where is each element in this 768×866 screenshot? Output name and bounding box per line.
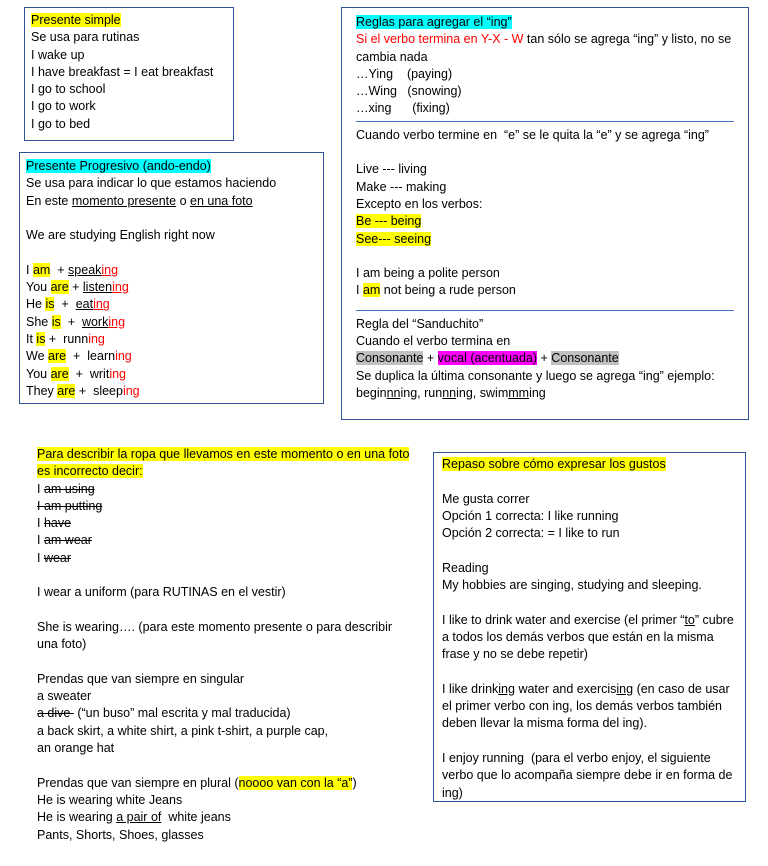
underlined-text: a pair of bbox=[116, 810, 162, 825]
simple-line: I go to school bbox=[31, 82, 106, 97]
text: En este bbox=[26, 193, 72, 208]
doubled-consonant: nn bbox=[442, 385, 457, 400]
text: o bbox=[176, 193, 191, 208]
underlined-text: ing bbox=[616, 681, 634, 696]
text: ing, bbox=[456, 385, 480, 400]
conjugation-row bbox=[26, 279, 317, 296]
singular-item: an orange hat bbox=[37, 741, 115, 756]
ing-suffix: ing bbox=[112, 280, 129, 295]
text: He is wearing bbox=[37, 810, 117, 825]
gustos-paragraph bbox=[442, 612, 737, 664]
plural-item: He is wearing white Jeans bbox=[37, 792, 183, 807]
text: not being a rude person bbox=[380, 283, 516, 298]
verb-stem: eat bbox=[75, 297, 94, 312]
gustos-paragraph bbox=[442, 681, 737, 733]
ropa-section bbox=[37, 446, 413, 844]
verb-to-be: are bbox=[48, 349, 67, 364]
verb-stem: learn bbox=[87, 349, 116, 364]
wearing-line: She is wearing…. (para este momento presente o para describir una foto) bbox=[37, 619, 393, 652]
plural-title bbox=[37, 775, 413, 792]
divider bbox=[356, 121, 734, 122]
plus: + bbox=[68, 366, 90, 381]
doubled-consonant: mm bbox=[508, 385, 530, 400]
verb-stem: speak bbox=[68, 262, 102, 277]
ing-suffix: ing bbox=[122, 383, 140, 398]
underlined-text: to bbox=[684, 612, 695, 627]
ropa-title-text: Para describir la ropa que llevamos en este momento o en una foto es incorrecto decir: bbox=[37, 447, 410, 479]
presente-simple-box bbox=[24, 7, 234, 141]
text: swim bbox=[479, 385, 509, 400]
rule-3-title: Regla del “Sanduchito” bbox=[356, 316, 484, 331]
ing-suffix: ing bbox=[109, 366, 126, 381]
verb-to-be: is bbox=[36, 331, 46, 346]
plural-item: Pants, Shorts, Shoes, glasses bbox=[37, 827, 204, 842]
text: ” cubre a todos los demás verbos que están en la misma frase y no se debe repetir) bbox=[442, 612, 734, 662]
rule-2-example: Make --- making bbox=[356, 179, 447, 194]
plus: + bbox=[54, 297, 76, 312]
plus: + bbox=[537, 351, 552, 366]
ing-suffix: ing bbox=[115, 349, 132, 364]
subject: We bbox=[26, 349, 48, 364]
divider bbox=[356, 310, 734, 311]
exception-verb: Be --- being bbox=[356, 214, 422, 229]
singular-item: a sweater bbox=[37, 689, 92, 704]
uniform-line: I wear a uniform (para RUTINAS en el vestir) bbox=[37, 585, 286, 600]
verb-stem: writ bbox=[89, 366, 110, 381]
text: I like drink bbox=[442, 681, 499, 696]
struck-text: I am putting bbox=[37, 498, 103, 513]
text: I bbox=[356, 283, 363, 298]
struck-text: am using bbox=[43, 481, 95, 496]
plus: + bbox=[423, 351, 438, 366]
conjugation-row bbox=[26, 296, 317, 313]
text: (“un buso” mal escrita y mal traducida) bbox=[73, 706, 291, 721]
rule-1-example: …Wing (snowing) bbox=[356, 84, 462, 99]
ing-suffix: ing bbox=[88, 331, 105, 346]
plus: + bbox=[50, 262, 69, 277]
singular-item bbox=[37, 705, 413, 722]
underlined-text: ing bbox=[498, 681, 515, 696]
gustos-paragraph: I enjoy running (para el verbo enjoy, el siguiente verbo que lo acompaña siempre debe ir en forma de ing) bbox=[442, 751, 736, 800]
rule-3-examples bbox=[356, 385, 734, 402]
subject: She bbox=[26, 314, 52, 329]
verb-stem: work bbox=[81, 314, 109, 329]
verb-to-be: is bbox=[45, 297, 55, 312]
rule-1-example: …Ying (paying) bbox=[356, 66, 453, 81]
wrong-phrase bbox=[37, 498, 413, 515]
conjugation-list bbox=[26, 262, 317, 400]
wrong-phrase bbox=[37, 550, 413, 567]
vowel: vocal (acentuada) bbox=[437, 351, 538, 366]
gustos-line: Opción 1 correcta: I like running bbox=[442, 508, 619, 523]
ing-suffix: ing bbox=[93, 297, 110, 312]
ing-suffix: ing bbox=[108, 314, 126, 329]
text: Prendas que van siempre en plural ( bbox=[37, 775, 239, 790]
subject: It bbox=[26, 331, 37, 346]
conjugation-row bbox=[26, 366, 317, 383]
verb-to-be: are bbox=[50, 280, 69, 295]
text: ing bbox=[529, 385, 546, 400]
rule-1-text: tan sólo se agrega “ing” y listo, no se cambia nada bbox=[356, 32, 732, 64]
subject: I bbox=[26, 262, 33, 277]
doubled-consonant: nn bbox=[386, 385, 401, 400]
plus: + bbox=[68, 280, 83, 295]
reglas-ing-box bbox=[341, 7, 749, 420]
plus: + bbox=[66, 349, 88, 364]
exception-verb: See--- seeing bbox=[356, 231, 432, 246]
rule-3-line: Cuando el verbo termina en bbox=[356, 334, 511, 349]
rule-2-sentence: I am being a polite person bbox=[356, 266, 500, 281]
gustos-line: My hobbies are singing, studying and sleeping. bbox=[442, 578, 702, 593]
subject: You bbox=[26, 366, 51, 381]
rule-2-example: Excepto en los verbos: bbox=[356, 196, 483, 211]
verb-to-be: am bbox=[32, 262, 51, 277]
struck-text: have bbox=[43, 516, 72, 531]
ing-suffix: ing bbox=[101, 262, 119, 277]
conjugation-row bbox=[26, 331, 317, 348]
text: I bbox=[37, 481, 44, 496]
text: ) bbox=[352, 775, 357, 790]
progresivo-title: Presente Progresivo (ando-endo) bbox=[26, 159, 211, 173]
simple-line: I go to bed bbox=[31, 116, 91, 131]
text: begin bbox=[356, 385, 387, 400]
simple-line: Se usa para rutinas bbox=[31, 30, 140, 45]
gustos-box bbox=[433, 452, 746, 802]
text: ing, bbox=[400, 385, 425, 400]
rule-1 bbox=[356, 31, 734, 66]
conjugation-row bbox=[26, 314, 317, 331]
gustos-line: Reading bbox=[442, 560, 489, 575]
singular-title: Prendas que van siempre en singular bbox=[37, 671, 245, 686]
text: I bbox=[37, 516, 44, 531]
rule-1-condition: Si el verbo termina en Y-X - W bbox=[356, 32, 524, 47]
underlined-text: en una foto bbox=[190, 193, 253, 208]
verb-stem: listen bbox=[82, 280, 113, 295]
subject: He bbox=[26, 297, 46, 312]
conjugation-row bbox=[26, 383, 317, 400]
subject: They bbox=[26, 383, 58, 398]
rule-2-example: Live --- living bbox=[356, 162, 427, 177]
wrong-phrase bbox=[37, 481, 413, 498]
highlight-text: noooo van con la “a” bbox=[238, 775, 353, 790]
simple-line: I go to work bbox=[31, 99, 96, 114]
gustos-title: Repaso sobre cómo expresar los gustos bbox=[442, 457, 666, 471]
text: white jeans bbox=[161, 810, 231, 825]
progresivo-line2 bbox=[26, 193, 317, 210]
plural-item bbox=[37, 809, 413, 826]
rule-2: Cuando verbo termine en “e” se le quita la “e” y se agrega “ing” bbox=[356, 127, 709, 142]
plus: + bbox=[60, 314, 82, 329]
plus: + bbox=[75, 383, 94, 398]
presente-progresivo-box bbox=[19, 152, 324, 404]
consonant: Consonante bbox=[551, 351, 619, 366]
presente-simple-title: Presente simple bbox=[31, 13, 121, 27]
rule-3-pattern bbox=[356, 350, 734, 367]
progresivo-line1: Se usa para indicar lo que estamos haciendo bbox=[26, 176, 277, 191]
text: I like to drink water and exercise (el primer “ bbox=[442, 612, 685, 627]
rule-3-desc: Se duplica la última consonante y luego se agrega “ing” ejemplo: bbox=[356, 368, 715, 383]
text: water and exercis bbox=[514, 681, 617, 696]
verb-to-be: are bbox=[57, 383, 76, 398]
verb-stem: runn bbox=[63, 331, 89, 346]
progresivo-example: We are studying English right now bbox=[26, 228, 215, 243]
simple-line: I have breakfast = I eat breakfast bbox=[31, 64, 214, 79]
verb-to-be: am bbox=[362, 283, 381, 298]
struck-text: a dive bbox=[37, 706, 74, 721]
singular-item: a back skirt, a white shirt, a pink t-shirt, a purple cap, bbox=[37, 723, 329, 738]
reglas-title: Reglas para agregar el “ing” bbox=[356, 15, 512, 29]
subject: You bbox=[26, 280, 51, 295]
struck-text: wear bbox=[43, 550, 72, 565]
conjugation-row bbox=[26, 348, 317, 365]
simple-line: I wake up bbox=[31, 47, 85, 62]
ropa-title bbox=[37, 446, 413, 481]
rule-1-example: …xing (fixing) bbox=[356, 101, 450, 116]
verb-to-be: are bbox=[50, 366, 69, 381]
plus: + bbox=[45, 331, 64, 346]
verb-stem: sleep bbox=[93, 383, 123, 398]
text: run bbox=[424, 385, 443, 400]
gustos-line: Me gusta correr bbox=[442, 491, 530, 506]
rule-2-sentence bbox=[356, 282, 734, 299]
gustos-line: Opción 2 correcta: = I like to run bbox=[442, 526, 620, 541]
verb-to-be: is bbox=[51, 314, 61, 329]
text: (en caso de usar el primer verbo con ing, los demás verbos también deben llevar la misma forma del ing). bbox=[442, 681, 730, 731]
struck-text: am wear bbox=[43, 533, 92, 548]
conjugation-row bbox=[26, 262, 317, 279]
wrong-phrase bbox=[37, 532, 413, 549]
underlined-text: momento presente bbox=[71, 193, 177, 208]
consonant: Consonante bbox=[356, 351, 424, 366]
text: I bbox=[37, 550, 44, 565]
wrong-phrase bbox=[37, 515, 413, 532]
text: I bbox=[37, 533, 44, 548]
